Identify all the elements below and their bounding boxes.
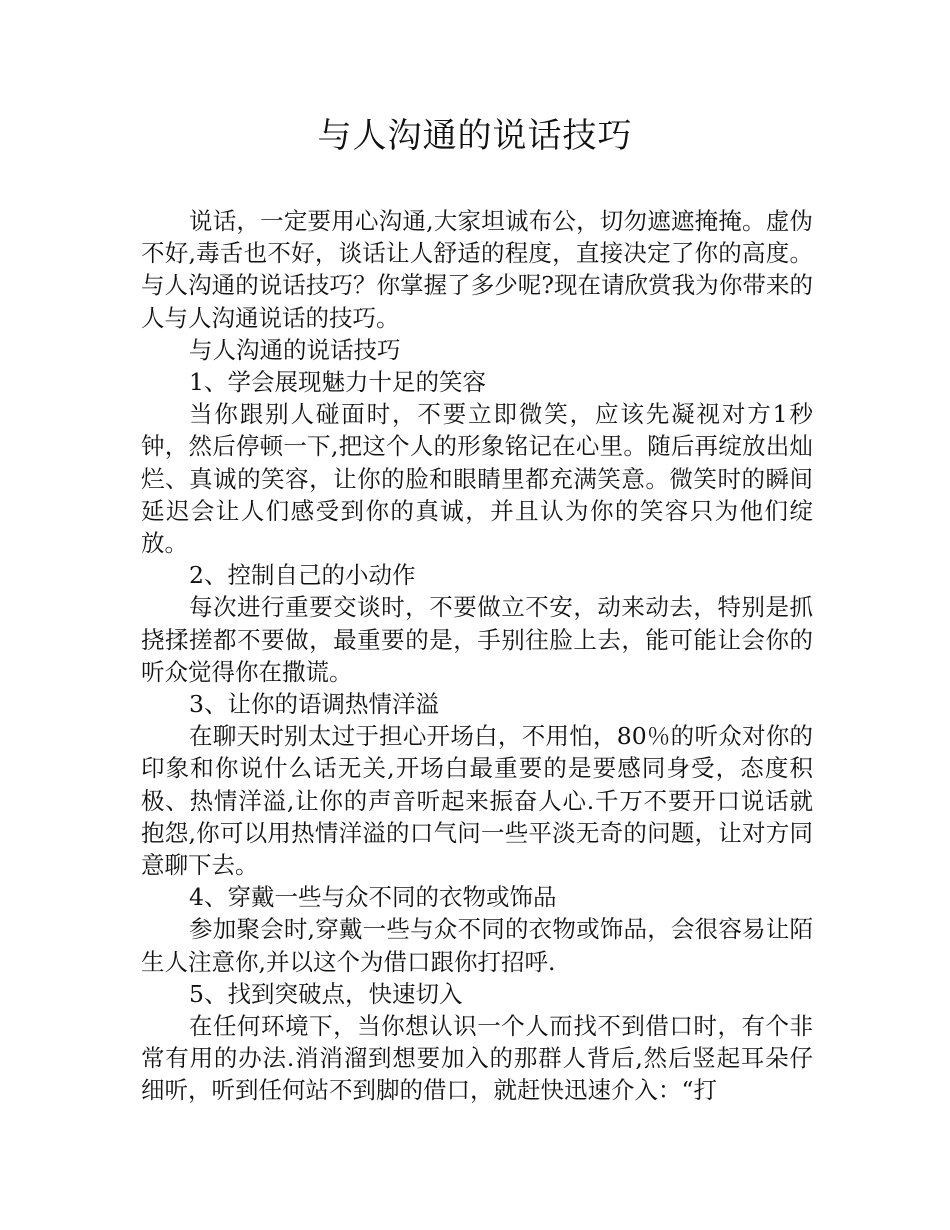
tip-heading: 2、控制自己的小动作	[189, 561, 416, 590]
tip-heading: 1、学会展现魅力十足的笑容	[189, 368, 486, 397]
document-title: 与人沟通的说话技巧	[317, 116, 633, 156]
intro-paragraph: 说话，一定要用心沟通,大家坦诚布公，切勿遮遮掩掩。虚伪不好,毒舌也不好，谈话让人舒适的程度，直接决定了你的高度。与人沟通的说话技巧？你掌握了多少呢?现在请欣赏我为你带来的人与人沟通说话的技巧。	[141, 207, 813, 332]
section-heading: 与人沟通的说话技巧	[189, 335, 401, 364]
tip-heading: 3、让你的语调热情洋溢	[189, 690, 439, 719]
tip-paragraph: 在聊天时别太过于担心开场白，不用怕，80％的听众对你的印象和你说什么话无关,开场白最重要的是要感同身受，态度积极、热情洋溢,让你的声音听起来振奋人心.千万不要开口说话就抱怨,你可以用热情洋溢的口气问一些平淡无奇的问题，让对方同意聊下去。	[141, 722, 813, 880]
tip-paragraph: 当你跟别人碰面时，不要立即微笑，应该先凝视对方1秒钟，然后停顿一下,把这个人的形象铭记在心里。随后再绽放出灿烂、真诚的笑容，让你的脸和眼睛里都充满笑意。微笑时的瞬间延迟会让人们感受到你的真诚，并且认为你的笑容只为他们绽放。	[141, 400, 813, 558]
tip-heading: 5、找到突破点，快速切入	[189, 979, 463, 1008]
document-body	[141, 205, 813, 1107]
tip-paragraph: 每次进行重要交谈时，不要做立不安，动来动去，特别是抓挠揉搓都不要做，最重要的是，手别往脸上去，能可能让会你的听众觉得你在撒谎。	[141, 593, 813, 686]
tip-paragraph: 在任何环境下，当你想认识一个人而找不到借口时，有个非常有用的办法.消消溜到想要加入的那群人背后,然后竖起耳朵仔细听，听到任何站不到脚的借口，就赶快迅速介入：“打	[141, 1012, 813, 1105]
tip-heading: 4、穿戴一些与众不同的衣物或饰品	[189, 883, 557, 912]
tip-paragraph: 参加聚会时,穿戴一些与众不同的衣物或饰品，会很容易让陌生人注意你,并以这个为借口跟你打招呼.	[141, 915, 813, 976]
